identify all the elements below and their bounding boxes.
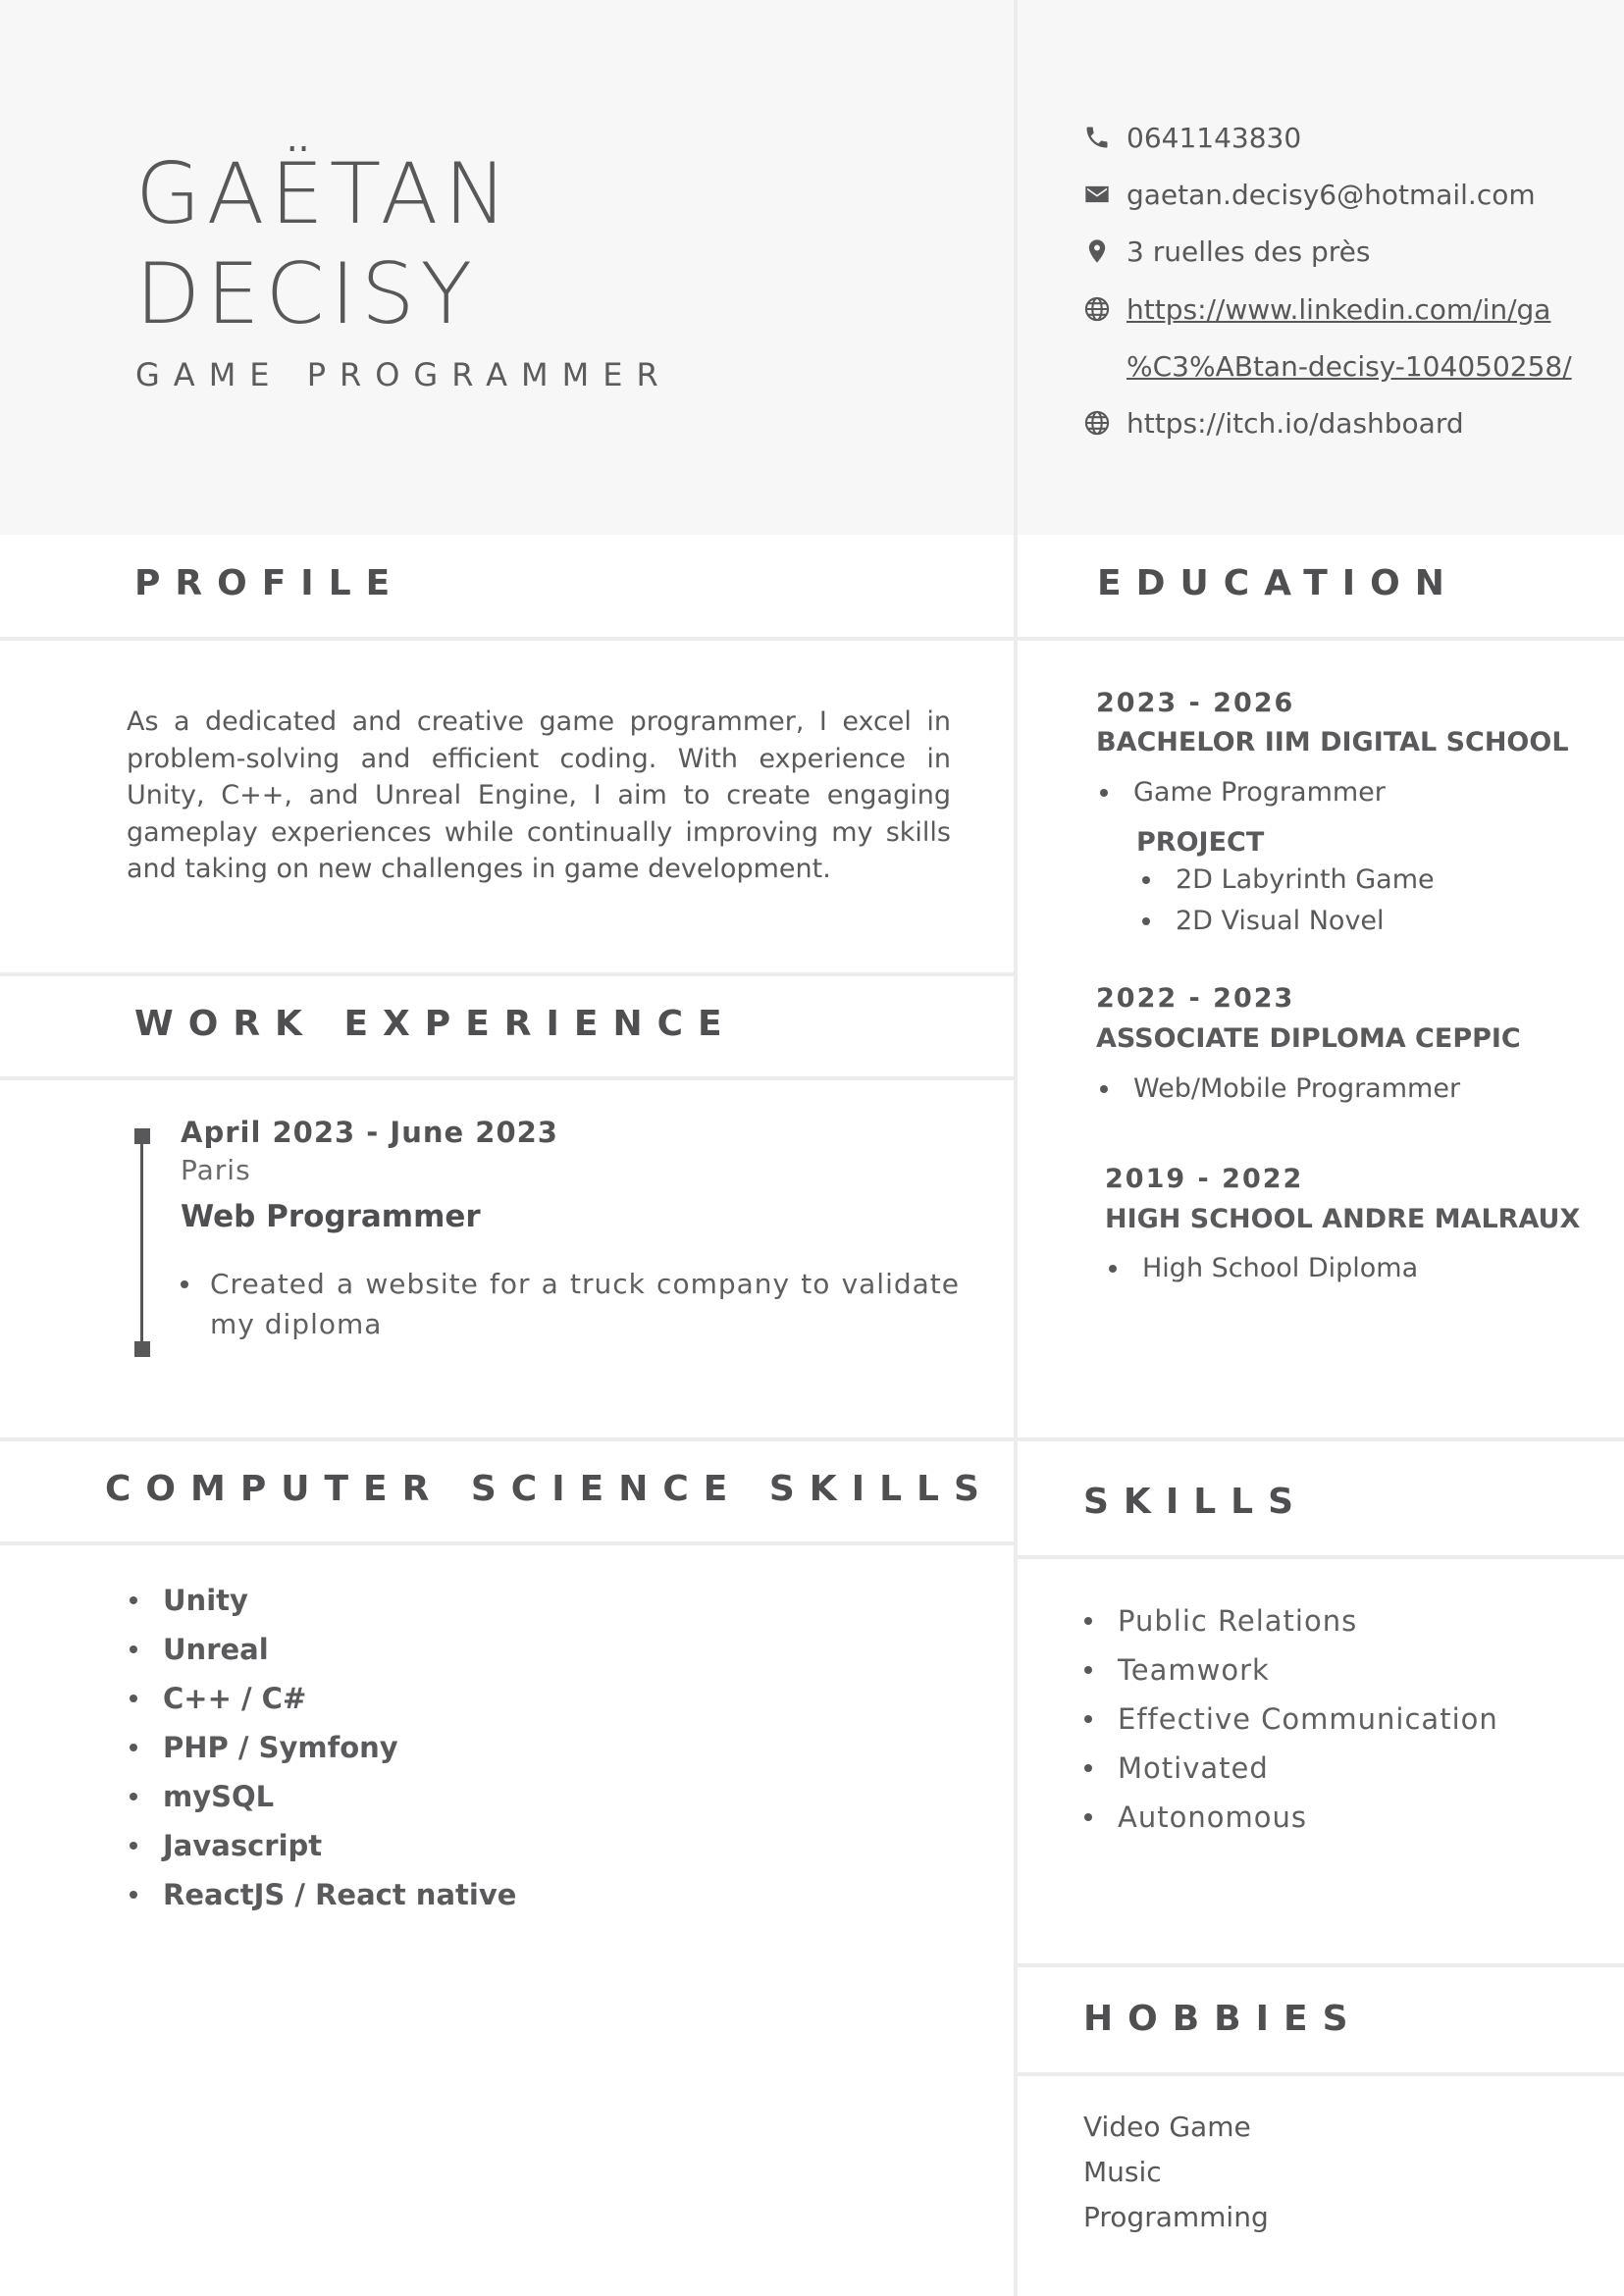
skill-item: Teamwork xyxy=(1080,1650,1270,1690)
education-years: 2022 - 2023 xyxy=(1096,983,1295,1014)
itch-link[interactable]: https://itch.io/dashboard xyxy=(1126,406,1464,440)
education-school: ASSOCIATE DIPLOMA CEPPIC xyxy=(1096,1023,1521,1054)
divider xyxy=(1018,637,1624,641)
contact-email xyxy=(1081,175,1536,214)
hobbies-heading: HOBBIES xyxy=(1083,1999,1363,2039)
cs-skill-item: mySQL xyxy=(126,1777,274,1816)
education-school: BACHELOR IIM DIGITAL SCHOOL xyxy=(1096,727,1569,757)
divider xyxy=(1018,2072,1624,2076)
divider xyxy=(1018,1555,1624,1559)
contact-linkedin[interactable] xyxy=(1081,289,1550,329)
divider xyxy=(1018,1437,1624,1441)
globe-icon xyxy=(1081,407,1113,439)
last-name: DECISY xyxy=(135,245,479,343)
address: 3 ruelles des près xyxy=(1126,235,1371,268)
timeline-line xyxy=(140,1138,143,1350)
divider xyxy=(1018,1963,1624,1967)
divider xyxy=(0,637,1014,641)
work-experience-heading: WORK EXPERIENCE xyxy=(134,1004,737,1044)
hobby-item: Video Game xyxy=(1083,2111,1251,2143)
timeline-start-marker xyxy=(134,1128,150,1144)
contact-linkedin-continued[interactable] xyxy=(1126,346,1572,386)
cs-skill-item: Unity xyxy=(126,1581,248,1620)
linkedin-link-continued[interactable]: %C3%ABtan-decisy-104050258/ xyxy=(1126,349,1572,383)
timeline-end-marker xyxy=(134,1341,150,1357)
education-item: Game Programmer xyxy=(1096,777,1386,808)
skill-item: Autonomous xyxy=(1080,1798,1307,1837)
globe-icon xyxy=(1081,293,1113,325)
mail-icon xyxy=(1081,179,1113,210)
phone-number: 0641143830 xyxy=(1126,121,1302,154)
divider xyxy=(0,1437,1014,1441)
profile-heading: PROFILE xyxy=(134,563,405,603)
experience-dates: April 2023 - June 2023 xyxy=(181,1116,558,1149)
skill-item: Effective Communication xyxy=(1080,1699,1498,1739)
contact-itch[interactable] xyxy=(1081,403,1464,443)
cs-skill-item: C++ / C# xyxy=(126,1679,306,1718)
profile-text: As a dedicated and creative game programmer, I excel in problem-solving and efficient coding. With experience in Unity, C++, and Unreal Engine, I aim to create engaging gameplay experiences while continually improving my skills and taking on new challenges in game development. xyxy=(127,706,951,884)
location-pin-icon xyxy=(1081,235,1113,267)
experience-location: Paris xyxy=(181,1154,251,1186)
experience-bullet: Created a website for a truck company to validate my diploma xyxy=(181,1264,960,1344)
contact-phone xyxy=(1081,118,1301,157)
cs-skill-item: ReactJS / React native xyxy=(126,1875,516,1914)
hobby-item: Programming xyxy=(1083,2201,1269,2233)
contact-address xyxy=(1081,232,1370,271)
linkedin-link[interactable]: https://www.linkedin.com/in/ga xyxy=(1126,292,1551,326)
cs-skill-item: PHP / Symfony xyxy=(126,1728,398,1767)
education-years: 2019 - 2022 xyxy=(1105,1164,1304,1194)
hobby-item: Music xyxy=(1083,2156,1162,2188)
experience-role: Web Programmer xyxy=(181,1199,481,1234)
cs-skill-item: Javascript xyxy=(126,1826,322,1865)
divider xyxy=(0,972,1014,976)
education-years: 2023 - 2026 xyxy=(1096,688,1295,718)
email-address[interactable]: gaetan.decisy6@hotmail.com xyxy=(1126,178,1536,211)
skill-item: Motivated xyxy=(1080,1748,1269,1788)
education-item: High School Diploma xyxy=(1105,1253,1418,1283)
phone-icon xyxy=(1081,122,1113,153)
education-project-label: PROJECT xyxy=(1136,827,1265,858)
column-divider xyxy=(1014,0,1018,2296)
education-project-item: 2D Visual Novel xyxy=(1138,906,1385,936)
first-name: GAËTAN xyxy=(135,145,513,243)
skill-item: Public Relations xyxy=(1080,1601,1357,1641)
education-project-item: 2D Labyrinth Game xyxy=(1138,864,1435,895)
divider xyxy=(0,1076,1014,1080)
education-item: Web/Mobile Programmer xyxy=(1096,1073,1460,1104)
divider xyxy=(0,1541,1014,1545)
education-heading: EDUCATION xyxy=(1097,563,1459,603)
education-school: HIGH SCHOOL ANDRE MALRAUX xyxy=(1105,1204,1581,1234)
cs-skills-heading: COMPUTER SCIENCE SKILLS xyxy=(105,1469,994,1509)
cs-skill-item: Unreal xyxy=(126,1630,269,1669)
job-title: GAME PROGRAMMER xyxy=(135,356,672,393)
skills-heading: SKILLS xyxy=(1083,1482,1309,1522)
